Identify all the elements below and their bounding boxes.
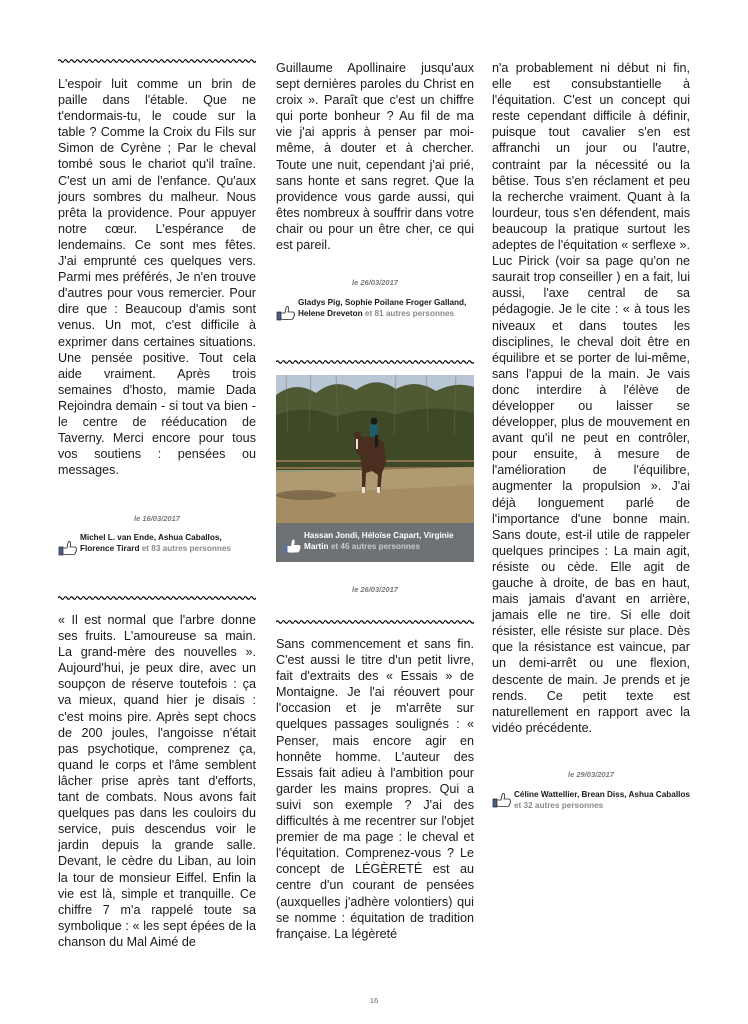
wavy-separator — [276, 358, 474, 366]
likes-summary[interactable] — [276, 523, 474, 562]
likes-more[interactable]: et 83 autres personnes — [139, 544, 231, 553]
wavy-separator — [58, 594, 256, 602]
likes-names: Hassan Jondi, Héloïse Capart, Virginie Martin — [304, 531, 454, 551]
post-text-continued: Guillaume Apollinaire jusqu'aux sept dernières paroles du Christ en croix ». Paraît que c'est un chiffre qui porte bonheur ? Au fil de ma vie j'ai appris à penser par moi-même, à douter et à chercher. Toute une nuit, cependant j'ai prié, sans honte et sans regret. Que la providence vous garde aussi, qui êtes nombreux à souffrir dans votre chair ou pour un être cher, ce qui est pareil. — [276, 61, 474, 253]
likes-text — [514, 789, 690, 811]
likes-names: Michel L. van Ende, Ashua Caballos, Florence Tirard — [80, 533, 222, 553]
likes-more[interactable]: et 46 autres personnes — [328, 542, 421, 551]
likes-text — [304, 530, 468, 552]
likes-more[interactable]: et 81 autres personnes — [362, 309, 455, 318]
wavy-separator — [58, 57, 256, 65]
thumbs-up-icon — [492, 792, 514, 808]
thumbs-up-icon — [282, 538, 304, 554]
post-text: « Il est normal que l'arbre donne ses fruits. L'amoureuse sa main. La grand-mère des nouvelles ». Aujourd'hui, je peux dire, avec un soupçon de réserve toutefois : ça va mieux, quand hier je disais : c'est moins pire. Après sept chocs de 200 joules, l'angoisse n'était pas psychotique, comprenez ça, quand le corps et l'âme semblent lâcher prise après tant d'efforts, tant de combats. Nous avons fait quelques pas dans les couloirs du service, puis descendus voir le jardin depuis la grande salle. Devant, le cèdre du Liban, au loin la tour de monsieur Eiffel. Enfin la vie est là, simple et tranquille. Ce chiffre 7 m'a rappelé toute sa symbolique : « les sept épées de la chanson du Mal Aimé de — [58, 613, 256, 949]
likes-text — [80, 532, 256, 554]
photo-post — [276, 375, 474, 562]
post-date: le 26/03/2017 — [352, 278, 398, 287]
post-date: le 26/03/2017 — [352, 585, 398, 594]
post-text: Sans commencement et sans fin. C'est aussi le titre d'un petit livre, fait d'extraits des « Essais » de Montaigne. Je l'ai réouvert pour l'occasion et je m'arrête sur quelques passages soulignés : « Penser, mais encore agir en honnête homme. L'auteur des Essais fait adieu à l'ambition pour garder les mains propres. Qui a suivi son exemple ? J'ai des difficultés à me recentrer sur l'objet premier de ma page : le cheval et l'équitation. Comprenez-vous ? Le concept de LÉGÈRETÉ est au centre d'un courant de pensées (auxquelles j'adhère volontiers) qui se nomme : équitation de tradition française. La légèreté — [276, 637, 474, 941]
likes-names: Gladys Pig, Sophie Poilane Froger Galland, Helene Dreveton — [298, 298, 467, 318]
post-text: L'espoir luit comme un brin de paille dans l'étable. Que ne t'endormais-tu, le coude sur la table ? Comme la Croix du Fils sur Simon de Cyrène ; Par le cheval tombé sous le chariot qu'il traîne. C'est un ami de l'enfance. Qu'aux jours sombres du malheur. Nous prêta la providence. Pour appuyer notre cœur. L'espérance de lendemains. Ce sont mes fêtes. J'ai emprunté ces quelques vers. Parmi mes préférés, Je n'en trouve d'autres pour vous remercier. Pour dire que : Beaucoup d'amis sont venus. Un mot, c'est difficile à exprimer dans certaines situations. Une pensée positive. Tout cela aide vraiment. Après trois semaines d'hosto, mamie Dada Rejoindra demain - si tout va bien - le centre de rééducation de Taverny. Merci encore pour tous vos soutiens : pensées ou messages. — [58, 77, 256, 478]
likes-text — [298, 297, 474, 319]
likes-summary[interactable] — [492, 789, 690, 811]
likes-names: Céline Wattellier, Brean Diss, Ashua Caballos — [514, 790, 690, 799]
post-date: le 29/03/2017 — [568, 770, 614, 779]
thumbs-up-icon — [58, 540, 80, 556]
post-text-continued: n'a probablement ni début ni fin, elle est consubstantielle à l'équitation. C'est un concept qui reste cependant difficile à définir, puisque tout cavalier s'en est affranchi un jour ou l'autre, contraint par la nécessité ou la bêtise. Tous s'en réclament et peu la recherche vraiment. Quant à la lourdeur, tous s'en défendent, mais beaucoup la pratique surtout les adeptes de l'équitation « serflexe ». Luc Pirick (voir sa page qu'on ne saurait trop conseiller ) en a fait, lui aussi, l'axe central de sa pédagogie. Je le cite : « à tous les niveaux et dans toutes les disciplines, le cheval doit être en équilibre et se porter de lui-même, sans l'appui de la main. Je vais donc interdire à l'élève de développer ou laisser se développer, plus de mouvement en avant qu'il ne peut en contrôler, pour ensuite, à mesure de l'amélioration de l'équilibre, augmenter la propulsion ». J'ai déjà longuement parlé de l'importance d'une bonne main. Sans doute, est-il utile de rappeler quelques principes : La main agit, résiste ou cède. Elle agit de gauche à droite, de bas en haut, mais jamais d'avant en arrière, jamais elle ne tire. Si elle doit résister, elle résiste sur place. Dès que la résistance est vaincue, par un demi-arrêt ou une flexion, descente de main. Je prends et je rends. Ce petit texte est naturellement en rapport avec la vidéo précédente. — [492, 61, 690, 735]
post-date: le 16/03/2017 — [134, 514, 180, 523]
horse-rider-photo[interactable] — [276, 375, 474, 523]
thumbs-up-icon — [276, 305, 298, 321]
likes-summary[interactable] — [276, 297, 474, 321]
likes-more[interactable]: et 32 autres personnes — [514, 801, 604, 810]
likes-summary[interactable] — [58, 532, 256, 556]
page-number: 16 — [369, 996, 379, 1005]
wavy-separator — [276, 618, 474, 626]
